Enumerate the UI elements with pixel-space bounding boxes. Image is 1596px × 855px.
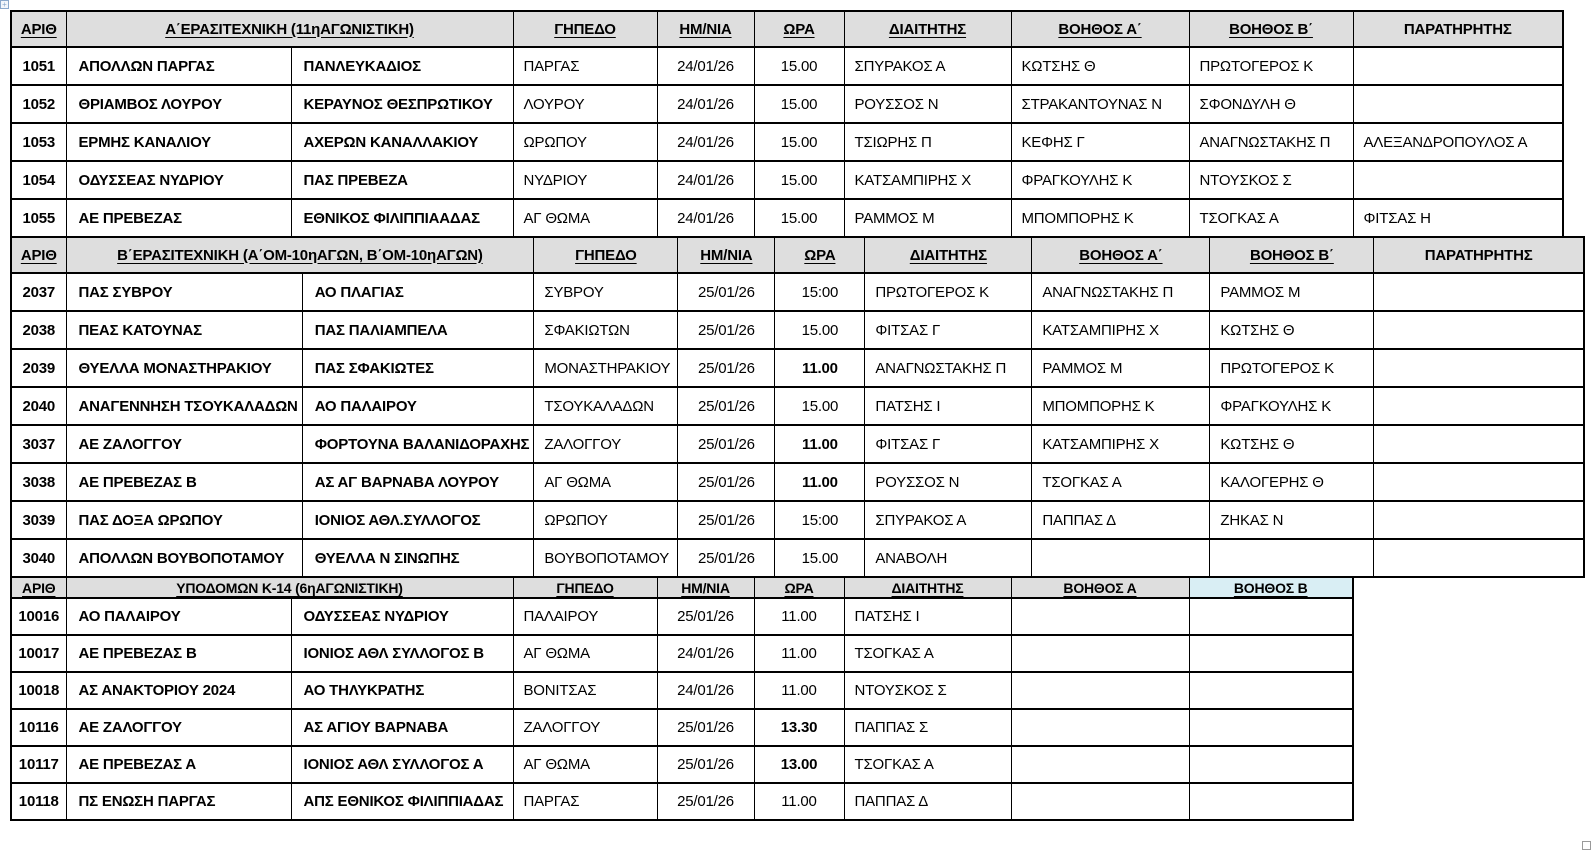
- cell-date: 24/01/26: [657, 635, 754, 672]
- cell-time: 11.00: [754, 635, 844, 672]
- cell-venue: ΖΑΛΟΓΓΟΥ: [534, 425, 678, 463]
- cell-away: ΕΘΝΙΚΟΣ ΦΙΛΙΠΠΙΑΑΔΑΣ: [291, 199, 513, 237]
- cell-venue: ΒΟΥΒΟΠΟΤΑΜΟΥ: [534, 539, 678, 577]
- header-time: ΩΡΑ: [754, 11, 844, 47]
- header-assistant-b: ΒΟΗΘΟΣ Β΄: [1189, 11, 1353, 47]
- fixture-row: [11, 311, 1584, 349]
- cell-num: 10017: [11, 635, 66, 672]
- cell-referee: ΑΝΑΒΟΛΗ: [865, 539, 1032, 577]
- cell-num: 10018: [11, 672, 66, 709]
- header-num: ΑΡΙΘ: [11, 237, 66, 273]
- cell-assistant-b: [1189, 672, 1353, 709]
- cell-away: ΑΣ ΑΓΙΟΥ ΒΑΡΝΑΒΑ: [291, 709, 513, 746]
- cell-away: ΑΣ ΑΓ ΒΑΡΝΑΒΑ ΛΟΥΡΟΥ: [302, 463, 534, 501]
- cell-referee: ΤΣΟΓΚΑΣ Α: [844, 746, 1011, 783]
- cell-home: ΑΕ ΠΡΕΒΕΖΑΣ: [66, 199, 291, 237]
- cell-referee: ΡΟΥΣΣΟΣ Ν: [865, 463, 1032, 501]
- cell-time: 15.00: [754, 199, 844, 237]
- cell-away: ΟΔΥΣΣΕΑΣ ΝΥΔΡΙΟΥ: [291, 598, 513, 635]
- cell-away: ΚΕΡΑΥΝΟΣ ΘΕΣΠΡΩΤΙΚΟΥ: [291, 85, 513, 123]
- cell-home: ΑΣ ΑΝΑΚΤΟΡΙΟΥ 2024: [66, 672, 291, 709]
- cell-assistant-a: ΜΠΟΜΠΟΡΗΣ Κ: [1032, 387, 1210, 425]
- cell-time: 15.00: [754, 123, 844, 161]
- cell-home: ΑΕ ΖΑΛΟΓΓΟΥ: [66, 709, 291, 746]
- cell-time: 15:00: [775, 501, 865, 539]
- cell-home: ΑΝΑΓΕΝΝΗΣΗ ΤΣΟΥΚΑΛΑΔΩΝ: [66, 387, 302, 425]
- fixture-row: [11, 598, 1353, 635]
- fixture-row: [11, 349, 1584, 387]
- fixture-row: [11, 783, 1353, 820]
- cell-referee: ΠΡΩΤΟΓΕΡΟΣ Κ: [865, 273, 1032, 311]
- cell-referee: ΠΑΠΠΑΣ Δ: [844, 783, 1011, 820]
- cell-assistant-a: ΡΑΜΜΟΣ Μ: [1032, 349, 1210, 387]
- cell-observer: [1353, 85, 1563, 123]
- cell-assistant-a: ΚΑΤΣΑΜΠΙΡΗΣ Χ: [1032, 425, 1210, 463]
- header-referee: ΔΙΑΙΤΗΤΗΣ: [844, 11, 1011, 47]
- cell-assistant-a: [1032, 539, 1210, 577]
- cell-referee: ΣΠΥΡΑΚΟΣ Α: [865, 501, 1032, 539]
- cell-assistant-a: ΤΣΟΓΚΑΣ Α: [1032, 463, 1210, 501]
- cell-observer: [1374, 501, 1584, 539]
- fixture-row: [11, 746, 1353, 783]
- cell-referee: ΡΟΥΣΣΟΣ Ν: [844, 85, 1011, 123]
- section-title: Β΄ΕΡΑΣΙΤΕΧΝΙΚΗ (Α΄ΟΜ-10ηΑΓΩΝ, Β΄ΟΜ-10ηΑΓΩΝ): [66, 237, 534, 273]
- section-title: Α΄ΕΡΑΣΙΤΕΧΝΙΚΗ (11ηΑΓΩΝΙΣΤΙΚΗ): [66, 11, 513, 47]
- cell-date: 25/01/26: [657, 709, 754, 746]
- cell-num: 1054: [11, 161, 66, 199]
- header-date: ΗΜ/ΝΙΑ: [657, 577, 754, 598]
- cell-assistant-a: ΣΤΡΑΚΑΝΤΟΥΝΑΣ Ν: [1011, 85, 1189, 123]
- fixture-row: [11, 47, 1563, 85]
- cell-referee: ΠΑΤΣΗΣ Ι: [865, 387, 1032, 425]
- cell-away: ΙΟΝΙΟΣ ΑΘΛ.ΣΥΛΛΟΓΟΣ: [302, 501, 534, 539]
- fixtures-table-section-3: [10, 576, 1354, 821]
- cell-away: ΠΑΣ ΣΦΑΚΙΩΤΕΣ: [302, 349, 534, 387]
- fixture-row: [11, 539, 1584, 577]
- cell-observer: [1353, 161, 1563, 199]
- cell-away: ΑΧΕΡΩΝ ΚΑΝΑΛΛΑΚΙΟΥ: [291, 123, 513, 161]
- cell-time: 11.00: [754, 783, 844, 820]
- cell-assistant-a: ΜΠΟΜΠΟΡΗΣ Κ: [1011, 199, 1189, 237]
- cell-date: 25/01/26: [678, 311, 775, 349]
- cell-num: 2037: [11, 273, 66, 311]
- cell-date: 24/01/26: [657, 161, 754, 199]
- cell-time: 11.00: [754, 598, 844, 635]
- cell-home: ΠΑΣ ΔΟΞΑ ΩΡΩΠΟΥ: [66, 501, 302, 539]
- cell-time: 15.00: [775, 311, 865, 349]
- cell-venue: ΤΣΟΥΚΑΛΑΔΩΝ: [534, 387, 678, 425]
- cell-time: 15.00: [754, 47, 844, 85]
- cell-assistant-b: [1189, 783, 1353, 820]
- cell-referee: ΝΤΟΥΣΚΟΣ Σ: [844, 672, 1011, 709]
- cell-date: 24/01/26: [657, 199, 754, 237]
- cell-assistant-a: ΦΡΑΓΚΟΥΛΗΣ Κ: [1011, 161, 1189, 199]
- cell-date: 25/01/26: [678, 501, 775, 539]
- cell-date: 25/01/26: [678, 387, 775, 425]
- cell-time: 11.00: [754, 672, 844, 709]
- cell-num: 10117: [11, 746, 66, 783]
- cell-time: 11.00: [775, 425, 865, 463]
- cell-venue: ΑΓ ΘΩΜΑ: [534, 463, 678, 501]
- cell-assistant-b: ΦΡΑΓΚΟΥΛΗΣ Κ: [1210, 387, 1374, 425]
- fixture-row: [11, 463, 1584, 501]
- cell-assistant-a: [1011, 783, 1189, 820]
- cell-home: ΑΕ ΠΡΕΒΕΖΑΣ Α: [66, 746, 291, 783]
- cell-assistant-b: ΖΗΚΑΣ Ν: [1210, 501, 1374, 539]
- fixture-row: [11, 672, 1353, 709]
- cell-num: 3039: [11, 501, 66, 539]
- cell-observer: [1374, 425, 1584, 463]
- cell-assistant-b: ΚΑΛΟΓΕΡΗΣ Θ: [1210, 463, 1374, 501]
- header-venue: ΓΗΠΕΔΟ: [534, 237, 678, 273]
- fixture-row: [11, 199, 1563, 237]
- cell-assistant-b: ΤΣΟΓΚΑΣ Α: [1189, 199, 1353, 237]
- cell-observer: [1374, 539, 1584, 577]
- cell-away: ΙΟΝΙΟΣ ΑΘΛ ΣΥΛΛΟΓΟΣ Β: [291, 635, 513, 672]
- fixtures-table-section-1: [10, 10, 1564, 238]
- cell-observer: [1374, 349, 1584, 387]
- cell-away: ΘΥΕΛΛΑ Ν ΣΙΝΩΠΗΣ: [302, 539, 534, 577]
- cell-time: 15.00: [754, 85, 844, 123]
- cell-away: ΠΑΣ ΠΑΛΙΑΜΠΕΛΑ: [302, 311, 534, 349]
- table-move-handle-icon[interactable]: +: [0, 0, 9, 9]
- cell-assistant-b: [1189, 635, 1353, 672]
- section-header-row: [11, 577, 1353, 598]
- cell-date: 25/01/26: [657, 783, 754, 820]
- cell-assistant-a: [1011, 746, 1189, 783]
- header-time: ΩΡΑ: [775, 237, 865, 273]
- cell-time: 15.00: [775, 539, 865, 577]
- cell-home: ΘΥΕΛΛΑ ΜΟΝΑΣΤΗΡΑΚΙΟΥ: [66, 349, 302, 387]
- fixture-row: [11, 85, 1563, 123]
- cell-venue: ΠΑΡΓΑΣ: [513, 783, 657, 820]
- cell-num: 1052: [11, 85, 66, 123]
- cell-time: 15.00: [754, 161, 844, 199]
- cell-assistant-b: ΠΡΩΤΟΓΕΡΟΣ Κ: [1189, 47, 1353, 85]
- cell-assistant-a: ΠΑΠΠΑΣ Δ: [1032, 501, 1210, 539]
- cell-referee: ΡΑΜΜΟΣ Μ: [844, 199, 1011, 237]
- cell-num: 2040: [11, 387, 66, 425]
- cell-num: 10118: [11, 783, 66, 820]
- cell-venue: ΠΑΡΓΑΣ: [513, 47, 657, 85]
- cell-observer: ΦΙΤΣΑΣ Η: [1353, 199, 1563, 237]
- cell-venue: ΑΓ ΘΩΜΑ: [513, 746, 657, 783]
- cell-assistant-b: [1210, 539, 1374, 577]
- cell-time: 11.00: [775, 349, 865, 387]
- fixture-row: [11, 501, 1584, 539]
- cell-venue: ΒΟΝΙΤΣΑΣ: [513, 672, 657, 709]
- cell-observer: ΑΛΕΞΑΝΔΡΟΠΟΥΛΟΣ Α: [1353, 123, 1563, 161]
- cell-referee: ΦΙΤΣΑΣ Γ: [865, 311, 1032, 349]
- header-date: ΗΜ/ΝΙΑ: [678, 237, 775, 273]
- cell-time: 15:00: [775, 273, 865, 311]
- cell-num: 1055: [11, 199, 66, 237]
- cell-observer: [1374, 273, 1584, 311]
- header-assistant-b: ΒΟΗΘΟΣ Β: [1189, 577, 1353, 598]
- cell-num: 2038: [11, 311, 66, 349]
- cell-venue: ΠΑΛΑΙΡΟΥ: [513, 598, 657, 635]
- cell-away: ΙΟΝΙΟΣ ΑΘΛ ΣΥΛΛΟΓΟΣ Α: [291, 746, 513, 783]
- fixture-row: [11, 161, 1563, 199]
- cell-referee: ΤΣΙΩΡΗΣ Π: [844, 123, 1011, 161]
- match-schedule-document: [10, 10, 1585, 821]
- cell-observer: [1353, 47, 1563, 85]
- cell-assistant-b: ΣΦΟΝΔΥΛΗ Θ: [1189, 85, 1353, 123]
- cell-assistant-b: ΝΤΟΥΣΚΟΣ Σ: [1189, 161, 1353, 199]
- cell-venue: ΣΦΑΚΙΩΤΩΝ: [534, 311, 678, 349]
- cell-num: 3037: [11, 425, 66, 463]
- cell-time: 15.00: [775, 387, 865, 425]
- cell-assistant-b: ΚΩΤΣΗΣ Θ: [1210, 425, 1374, 463]
- cell-date: 24/01/26: [657, 672, 754, 709]
- fixture-row: [11, 635, 1353, 672]
- cell-num: 1051: [11, 47, 66, 85]
- cell-venue: ΩΡΩΠΟΥ: [534, 501, 678, 539]
- cell-home: ΑΕ ΠΡΕΒΕΖΑΣ Β: [66, 635, 291, 672]
- cell-assistant-a: ΚΕΦΗΣ Γ: [1011, 123, 1189, 161]
- header-referee: ΔΙΑΙΤΗΤΗΣ: [844, 577, 1011, 598]
- cell-home: ΕΡΜΗΣ ΚΑΝΑΛΙΟΥ: [66, 123, 291, 161]
- cell-date: 24/01/26: [657, 123, 754, 161]
- cell-time: 13.30: [754, 709, 844, 746]
- cell-venue: ΜΟΝΑΣΤΗΡΑΚΙΟΥ: [534, 349, 678, 387]
- cell-referee: ΤΣΟΓΚΑΣ Α: [844, 635, 1011, 672]
- fixture-row: [11, 387, 1584, 425]
- cell-referee: ΑΝΑΓΝΩΣΤΑΚΗΣ Π: [865, 349, 1032, 387]
- header-assistant-b: ΒΟΗΘΟΣ Β΄: [1210, 237, 1374, 273]
- cell-away: ΠΑΝΛΕΥΚΑΔΙΟΣ: [291, 47, 513, 85]
- cell-assistant-b: ΡΑΜΜΟΣ Μ: [1210, 273, 1374, 311]
- cell-away: ΑΠΣ ΕΘΝΙΚΟΣ ΦΙΛΙΠΠΙΑΔΑΣ: [291, 783, 513, 820]
- cell-date: 25/01/26: [657, 598, 754, 635]
- cell-home: ΠΣ ΕΝΩΣΗ ΠΑΡΓΑΣ: [66, 783, 291, 820]
- cell-home: ΑΠΟΛΛΩΝ ΠΑΡΓΑΣ: [66, 47, 291, 85]
- cell-assistant-b: [1189, 746, 1353, 783]
- cell-num: 3040: [11, 539, 66, 577]
- cell-num: 2039: [11, 349, 66, 387]
- table-resize-handle-icon[interactable]: [1582, 841, 1591, 850]
- cell-assistant-a: ΑΝΑΓΝΩΣΤΑΚΗΣ Π: [1032, 273, 1210, 311]
- fixture-row: [11, 425, 1584, 463]
- cell-home: ΑΟ ΠΑΛΑΙΡΟΥ: [66, 598, 291, 635]
- cell-home: ΑΕ ΖΑΛΟΓΓΟΥ: [66, 425, 302, 463]
- cell-assistant-a: [1011, 635, 1189, 672]
- cell-date: 25/01/26: [678, 425, 775, 463]
- fixture-row: [11, 123, 1563, 161]
- cell-home: ΠΑΣ ΣΥΒΡΟΥ: [66, 273, 302, 311]
- cell-venue: ΛΟΥΡΟΥ: [513, 85, 657, 123]
- cell-assistant-a: [1011, 672, 1189, 709]
- cell-away: ΠΑΣ ΠΡΕΒΕΖΑ: [291, 161, 513, 199]
- header-assistant-a: ΒΟΗΘΟΣ Α΄: [1032, 237, 1210, 273]
- cell-date: 25/01/26: [678, 539, 775, 577]
- cell-time: 11.00: [775, 463, 865, 501]
- cell-assistant-a: [1011, 598, 1189, 635]
- fixtures-table-section-2: [10, 236, 1585, 578]
- cell-venue: ΩΡΩΠΟΥ: [513, 123, 657, 161]
- header-num: ΑΡΙΘ: [11, 577, 66, 598]
- header-date: ΗΜ/ΝΙΑ: [657, 11, 754, 47]
- cell-time: 13.00: [754, 746, 844, 783]
- cell-referee: ΦΙΤΣΑΣ Γ: [865, 425, 1032, 463]
- cell-num: 1053: [11, 123, 66, 161]
- cell-referee: ΠΑΠΠΑΣ Σ: [844, 709, 1011, 746]
- cell-num: 10016: [11, 598, 66, 635]
- header-observer: ΠΑΡΑΤΗΡΗΤΗΣ: [1353, 11, 1563, 47]
- cell-observer: [1374, 463, 1584, 501]
- header-observer: ΠΑΡΑΤΗΡΗΤΗΣ: [1374, 237, 1584, 273]
- cell-away: ΑΟ ΠΑΛΑΙΡΟΥ: [302, 387, 534, 425]
- cell-assistant-b: [1189, 709, 1353, 746]
- cell-away: ΑΟ ΤΗΛΥΚΡΑΤΗΣ: [291, 672, 513, 709]
- cell-date: 25/01/26: [678, 349, 775, 387]
- header-num: ΑΡΙΘ: [11, 11, 66, 47]
- cell-referee: ΣΠΥΡΑΚΟΣ Α: [844, 47, 1011, 85]
- fixture-row: [11, 273, 1584, 311]
- cell-away: ΦΟΡΤΟΥΝΑ ΒΑΛΑΝΙΔΟΡΑΧΗΣ: [302, 425, 534, 463]
- cell-observer: [1374, 311, 1584, 349]
- cell-away: ΑΟ ΠΛΑΓΙΑΣ: [302, 273, 534, 311]
- cell-observer: [1374, 387, 1584, 425]
- cell-assistant-b: [1189, 598, 1353, 635]
- cell-venue: ΑΓ ΘΩΜΑ: [513, 635, 657, 672]
- cell-venue: ΣΥΒΡΟΥ: [534, 273, 678, 311]
- section-header-row: [11, 237, 1584, 273]
- cell-assistant-b: ΑΝΑΓΝΩΣΤΑΚΗΣ Π: [1189, 123, 1353, 161]
- header-time: ΩΡΑ: [754, 577, 844, 598]
- cell-date: 24/01/26: [657, 85, 754, 123]
- cell-home: ΘΡΙΑΜΒΟΣ ΛΟΥΡΟΥ: [66, 85, 291, 123]
- cell-home: ΑΠΟΛΛΩΝ ΒΟΥΒΟΠΟΤΑΜΟΥ: [66, 539, 302, 577]
- section-header-row: [11, 11, 1563, 47]
- header-referee: ΔΙΑΙΤΗΤΗΣ: [865, 237, 1032, 273]
- cell-assistant-a: ΚΑΤΣΑΜΠΙΡΗΣ Χ: [1032, 311, 1210, 349]
- cell-venue: ΑΓ ΘΩΜΑ: [513, 199, 657, 237]
- cell-referee: ΚΑΤΣΑΜΠΙΡΗΣ Χ: [844, 161, 1011, 199]
- cell-num: 10116: [11, 709, 66, 746]
- cell-date: 25/01/26: [678, 273, 775, 311]
- header-venue: ΓΗΠΕΔΟ: [513, 11, 657, 47]
- fixture-row: [11, 709, 1353, 746]
- cell-assistant-a: [1011, 709, 1189, 746]
- section-title: ΥΠΟΔΟΜΩΝ Κ-14 (6ηΑΓΩΝΙΣΤΙΚΗ): [66, 577, 513, 598]
- cell-venue: ΝΥΔΡΙΟΥ: [513, 161, 657, 199]
- cell-home: ΟΔΥΣΣΕΑΣ ΝΥΔΡΙΟΥ: [66, 161, 291, 199]
- header-venue: ΓΗΠΕΔΟ: [513, 577, 657, 598]
- header-assistant-a: ΒΟΗΘΟΣ Α΄: [1011, 11, 1189, 47]
- cell-assistant-b: ΚΩΤΣΗΣ Θ: [1210, 311, 1374, 349]
- cell-num: 3038: [11, 463, 66, 501]
- cell-date: 25/01/26: [678, 463, 775, 501]
- header-assistant-a: ΒΟΗΘΟΣ Α: [1011, 577, 1189, 598]
- cell-date: 25/01/26: [657, 746, 754, 783]
- cell-date: 24/01/26: [657, 47, 754, 85]
- cell-referee: ΠΑΤΣΗΣ Ι: [844, 598, 1011, 635]
- cell-home: ΑΕ ΠΡΕΒΕΖΑΣ Β: [66, 463, 302, 501]
- cell-assistant-a: ΚΩΤΣΗΣ Θ: [1011, 47, 1189, 85]
- cell-assistant-b: ΠΡΩΤΟΓΕΡΟΣ Κ: [1210, 349, 1374, 387]
- cell-home: ΠΕΑΣ ΚΑΤΟΥΝΑΣ: [66, 311, 302, 349]
- cell-venue: ΖΑΛΟΓΓΟΥ: [513, 709, 657, 746]
